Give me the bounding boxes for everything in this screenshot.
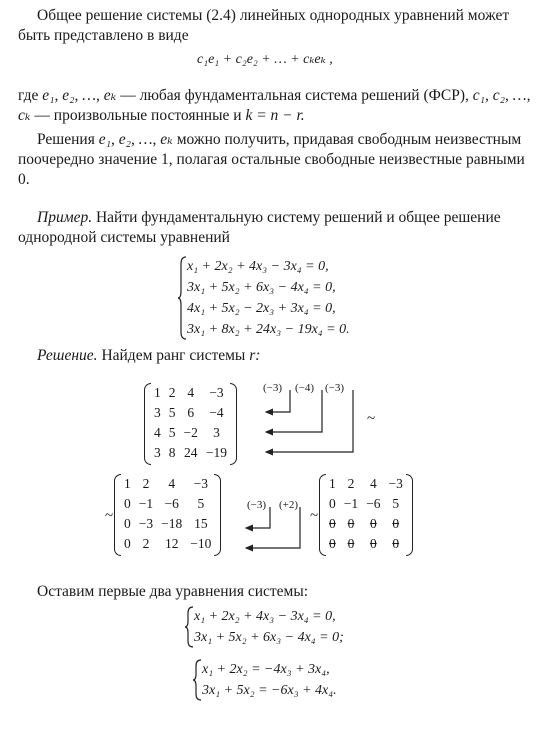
equation: 4x₁ + 5x₂ − 2x₃ + 3x₄ = 0, bbox=[187, 301, 336, 316]
equation: 3x₁ + 5x₂ = −6x₃ + 4x₄. bbox=[202, 683, 337, 698]
right-bracket bbox=[406, 474, 413, 556]
matrix-original: 1 2 4 −3 3 5 6 −4 4 5 −2 3 3 8 24 −19 bbox=[150, 383, 231, 463]
intro-paragraph: Общее решение системы (2.4) линейных однородных уравнений может быть представлено в виде bbox=[18, 7, 510, 44]
left-bracket bbox=[114, 474, 121, 556]
equivalence-sign: ~ bbox=[105, 508, 114, 524]
struck-row: 0 0 0 0 bbox=[329, 516, 400, 531]
solution-heading: Решение. Найдем ранг системы r: bbox=[37, 347, 261, 364]
equivalence-sign: ~ bbox=[310, 508, 319, 524]
equation: 3x₁ + 8x₂ + 24x₃ − 19x₄ = 0. bbox=[187, 322, 350, 337]
equation: x₁ + 2x₂ + 4x₃ − 3x₄ = 0, bbox=[187, 259, 329, 274]
keep-first-two-equations: Оставим первые два уравнения системы: bbox=[37, 583, 309, 600]
matrix-step-2: 1 2 4 −3 0 −1 −6 5 0 −3 −18 15 0 2 12 −10 bbox=[120, 474, 215, 554]
row-op-label: (−3) bbox=[247, 499, 267, 511]
equation: x₁ + 2x₂ = −4x₃ + 3x₄, bbox=[202, 662, 330, 677]
row-op-label: (−3) bbox=[263, 382, 283, 394]
solutions-method: Решения e₁, e₂, …, eₖ можно получить, придавая свободным неизвестным поочередно значение 1, полагая остальные свободные неизвестные равными 0. bbox=[18, 131, 525, 188]
right-bracket bbox=[214, 474, 221, 556]
row-op-label: (−3) bbox=[325, 382, 345, 394]
general-solution-formula: c₁e₁ + c₂e₂ + … + cₖeₖ , bbox=[197, 52, 333, 67]
struck-row: 0 0 0 0 bbox=[329, 536, 400, 551]
system-of-equations-3 bbox=[202, 659, 337, 701]
example-statement: Пример. Найти фундаментальную систему решений и общее решение однородной системы уравнений bbox=[18, 209, 501, 246]
left-bracket bbox=[319, 474, 326, 556]
brace-icon bbox=[185, 606, 195, 648]
row-op-label: (−4) bbox=[295, 382, 315, 394]
brace-icon bbox=[193, 659, 203, 701]
system-of-equations-2 bbox=[194, 606, 344, 648]
equation: 3x₁ + 5x₂ + 6x₃ − 4x₄ = 0, bbox=[187, 280, 336, 295]
row-op-label: (+2) bbox=[279, 499, 299, 511]
matrix-step-3: 1 2 4 −3 0 −1 −6 5 0 0 0 0 0 0 0 0 bbox=[325, 474, 407, 554]
equivalence-sign: ~ bbox=[367, 411, 376, 427]
fsr-definition: где e₁, e₂, …, eₖ — любая фундаментальная система решений (ФСР), c₁, c₂, …, cₖ — произвольные постоянные и k = n − r. bbox=[18, 87, 531, 124]
equation: 3x₁ + 5x₂ + 6x₃ − 4x₄ = 0; bbox=[194, 630, 344, 645]
equation: x₁ + 2x₂ + 4x₃ − 3x₄ = 0, bbox=[194, 609, 336, 624]
